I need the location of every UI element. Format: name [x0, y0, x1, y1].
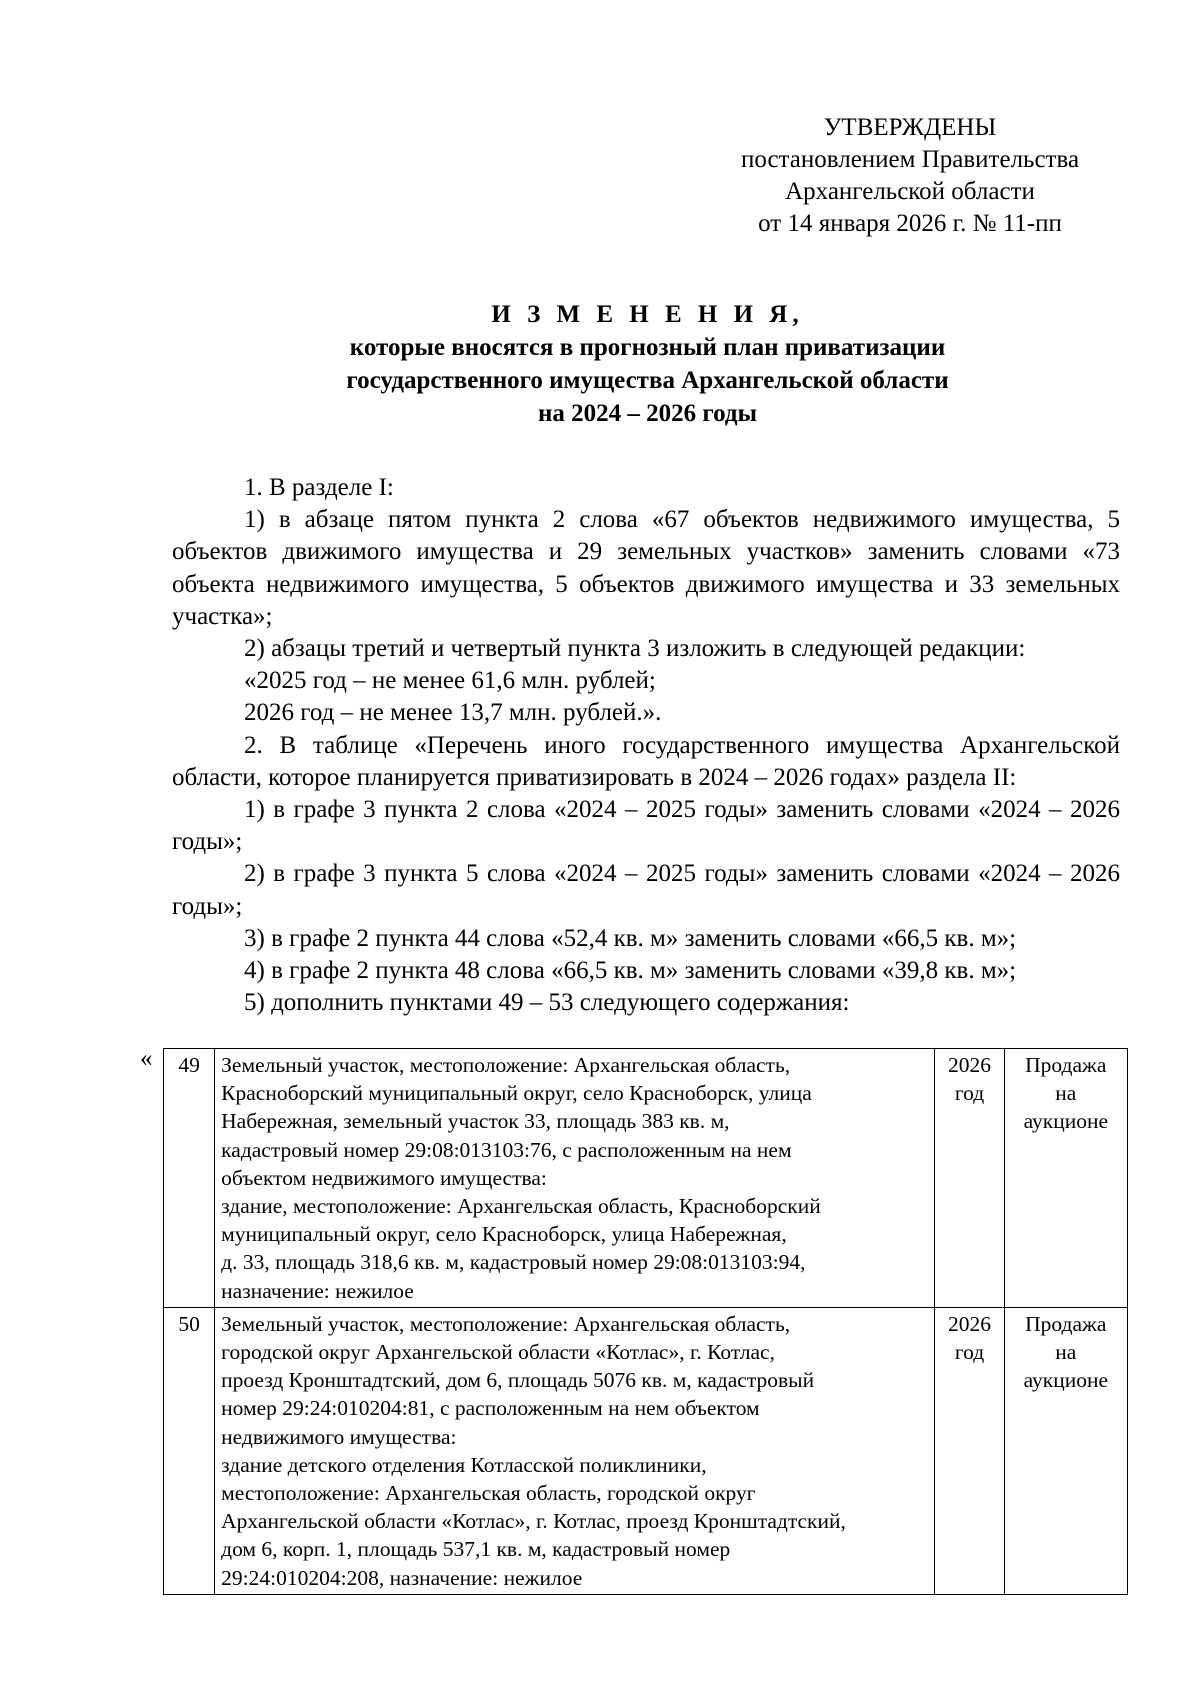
description-line: Набережная, земельный участок 33, площадь 383 кв. м,: [221, 1109, 730, 1134]
year-line: год: [954, 1340, 985, 1365]
paragraph-item-2-4: 4) в графе 2 пункта 48 слова «66,5 кв. м» заменить словами «39,8 кв. м»;: [244, 957, 1017, 985]
approval-line-3: от 14 января 2026 г. № 11-пп: [758, 210, 1062, 237]
description-line: городской округ Архангельской области «Котлас», г. Котлас,: [221, 1340, 775, 1365]
description-line: 29:24:010204:208, назначение: нежилое: [221, 1565, 583, 1590]
method-line: аукционе: [1023, 1109, 1109, 1134]
description-line: дом 6, корп. 1, площадь 537,1 кв. м, кадастровый номер: [221, 1537, 731, 1562]
row-year: [935, 1307, 1004, 1594]
row-description: [215, 1049, 935, 1308]
year-line: 2026: [947, 1053, 991, 1077]
description-line: недвижимого имущества:: [221, 1424, 457, 1449]
approval-line-1: постановлением Правительства: [740, 146, 1080, 173]
year-line: год: [954, 1081, 985, 1106]
row-number: 50: [164, 1307, 215, 1594]
description-line: объектом недвижимого имущества:: [221, 1165, 547, 1190]
description-line: муниципальный округ, село Красноборск, улица Набережная,: [221, 1222, 787, 1247]
description-line: проезд Кронштадтский, дом 6, площадь 5076 кв. м, кадастровый: [221, 1368, 815, 1393]
row-description: [215, 1307, 935, 1594]
table-open-quote: «: [140, 1045, 153, 1072]
description-line: здание детского отделения Котласской поликлиники,: [221, 1452, 707, 1477]
paragraph-section-2: 2. В таблице «Перечень иного государственного имущества Архангельской области, которое планируется приватизировать в 2024 – 2026 годах» раздела II:: [172, 731, 1120, 791]
paragraph-item-1-2: 2) абзацы третий и четвертый пункта 3 изложить в следующей редакции:: [244, 635, 1026, 663]
description-line: местоположение: Архангельская область, городской округ: [221, 1481, 756, 1506]
approval-heading: УТВЕРЖДЕНЫ: [823, 114, 997, 141]
paragraph-quote-2025: «2025 год – не менее 61,6 млн. рублей;: [244, 667, 656, 695]
method-line: Продажа: [1025, 1053, 1107, 1077]
method-line: Продажа: [1025, 1311, 1107, 1336]
table-row: [164, 1307, 1128, 1594]
document-title: [170, 298, 1125, 430]
title-heading: И З М Е Н Е Н И Я,: [491, 301, 804, 328]
row-method: [1004, 1307, 1127, 1594]
approval-line-2: Архангельской области: [785, 178, 1035, 205]
description-line: Земельный участок, местоположение: Архангельская область,: [221, 1053, 791, 1077]
description-line: кадастровый номер 29:08:013103:76, с расположенным на нем: [221, 1137, 792, 1162]
method-line: на: [1055, 1340, 1077, 1365]
paragraph-item-2-2: 2) в графе 3 пункта 5 слова «2024 – 2025 годы» заменить словами «2024 – 2026 годы»;: [172, 860, 1120, 920]
paragraph-section-1: 1. В разделе I:: [244, 474, 394, 501]
paragraph-item-2-3: 3) в графе 2 пункта 44 слова «52,4 кв. м» заменить словами «66,5 кв. м»;: [244, 924, 1017, 952]
description-line: номер 29:24:010204:81, с расположенным на нем объектом: [221, 1396, 760, 1421]
description-line: Архангельской области «Котлас», г. Котлас, проезд Кронштадтский,: [221, 1509, 846, 1534]
paragraph-quote-2026: 2026 год – не менее 13,7 млн. рублей.».: [244, 699, 662, 727]
title-line-2: государственного имущества Архангельской области: [346, 367, 949, 394]
row-method: [1004, 1049, 1127, 1308]
paragraph-item-2-5: 5) дополнить пунктами 49 – 53 следующего содержания:: [244, 989, 850, 1017]
approval-block: [690, 112, 1130, 240]
description-line: Земельный участок, местоположение: Архангельская область,: [221, 1311, 791, 1336]
title-line-3: на 2024 – 2026 годы: [537, 400, 758, 427]
description-line: д. 33, площадь 318,6 кв. м, кадастровый номер 29:08:013103:94,: [221, 1250, 806, 1275]
description-line: Красноборский муниципальный округ, село Красноборск, улица: [221, 1081, 812, 1106]
objects-table: [163, 1048, 1128, 1595]
table-row: [164, 1049, 1128, 1308]
method-line: на: [1055, 1081, 1077, 1106]
description-line: здание, местоположение: Архангельская область, Красноборский: [221, 1194, 821, 1219]
row-year: [935, 1049, 1004, 1308]
document-body: [172, 472, 1120, 1019]
row-number: 49: [164, 1049, 215, 1308]
title-line-1: которые вносятся в прогнозный план приватизации: [349, 334, 946, 361]
paragraph-item-2-1: 1) в графе 3 пункта 2 слова «2024 – 2025 годы» заменить словами «2024 – 2026 годы»;: [172, 796, 1120, 856]
description-line: назначение: нежилое: [221, 1278, 414, 1303]
method-line: аукционе: [1023, 1368, 1109, 1393]
year-line: 2026: [947, 1311, 991, 1336]
paragraph-item-1-1: 1) в абзаце пятом пункта 2 слова «67 объектов недвижимого имущества, 5 объектов движимого имущества и 29 земельных участков» заменить словами «73 объекта недвижимого имущества, 5 объектов движимого имущества и 33 земельных участка»;: [172, 506, 1120, 630]
